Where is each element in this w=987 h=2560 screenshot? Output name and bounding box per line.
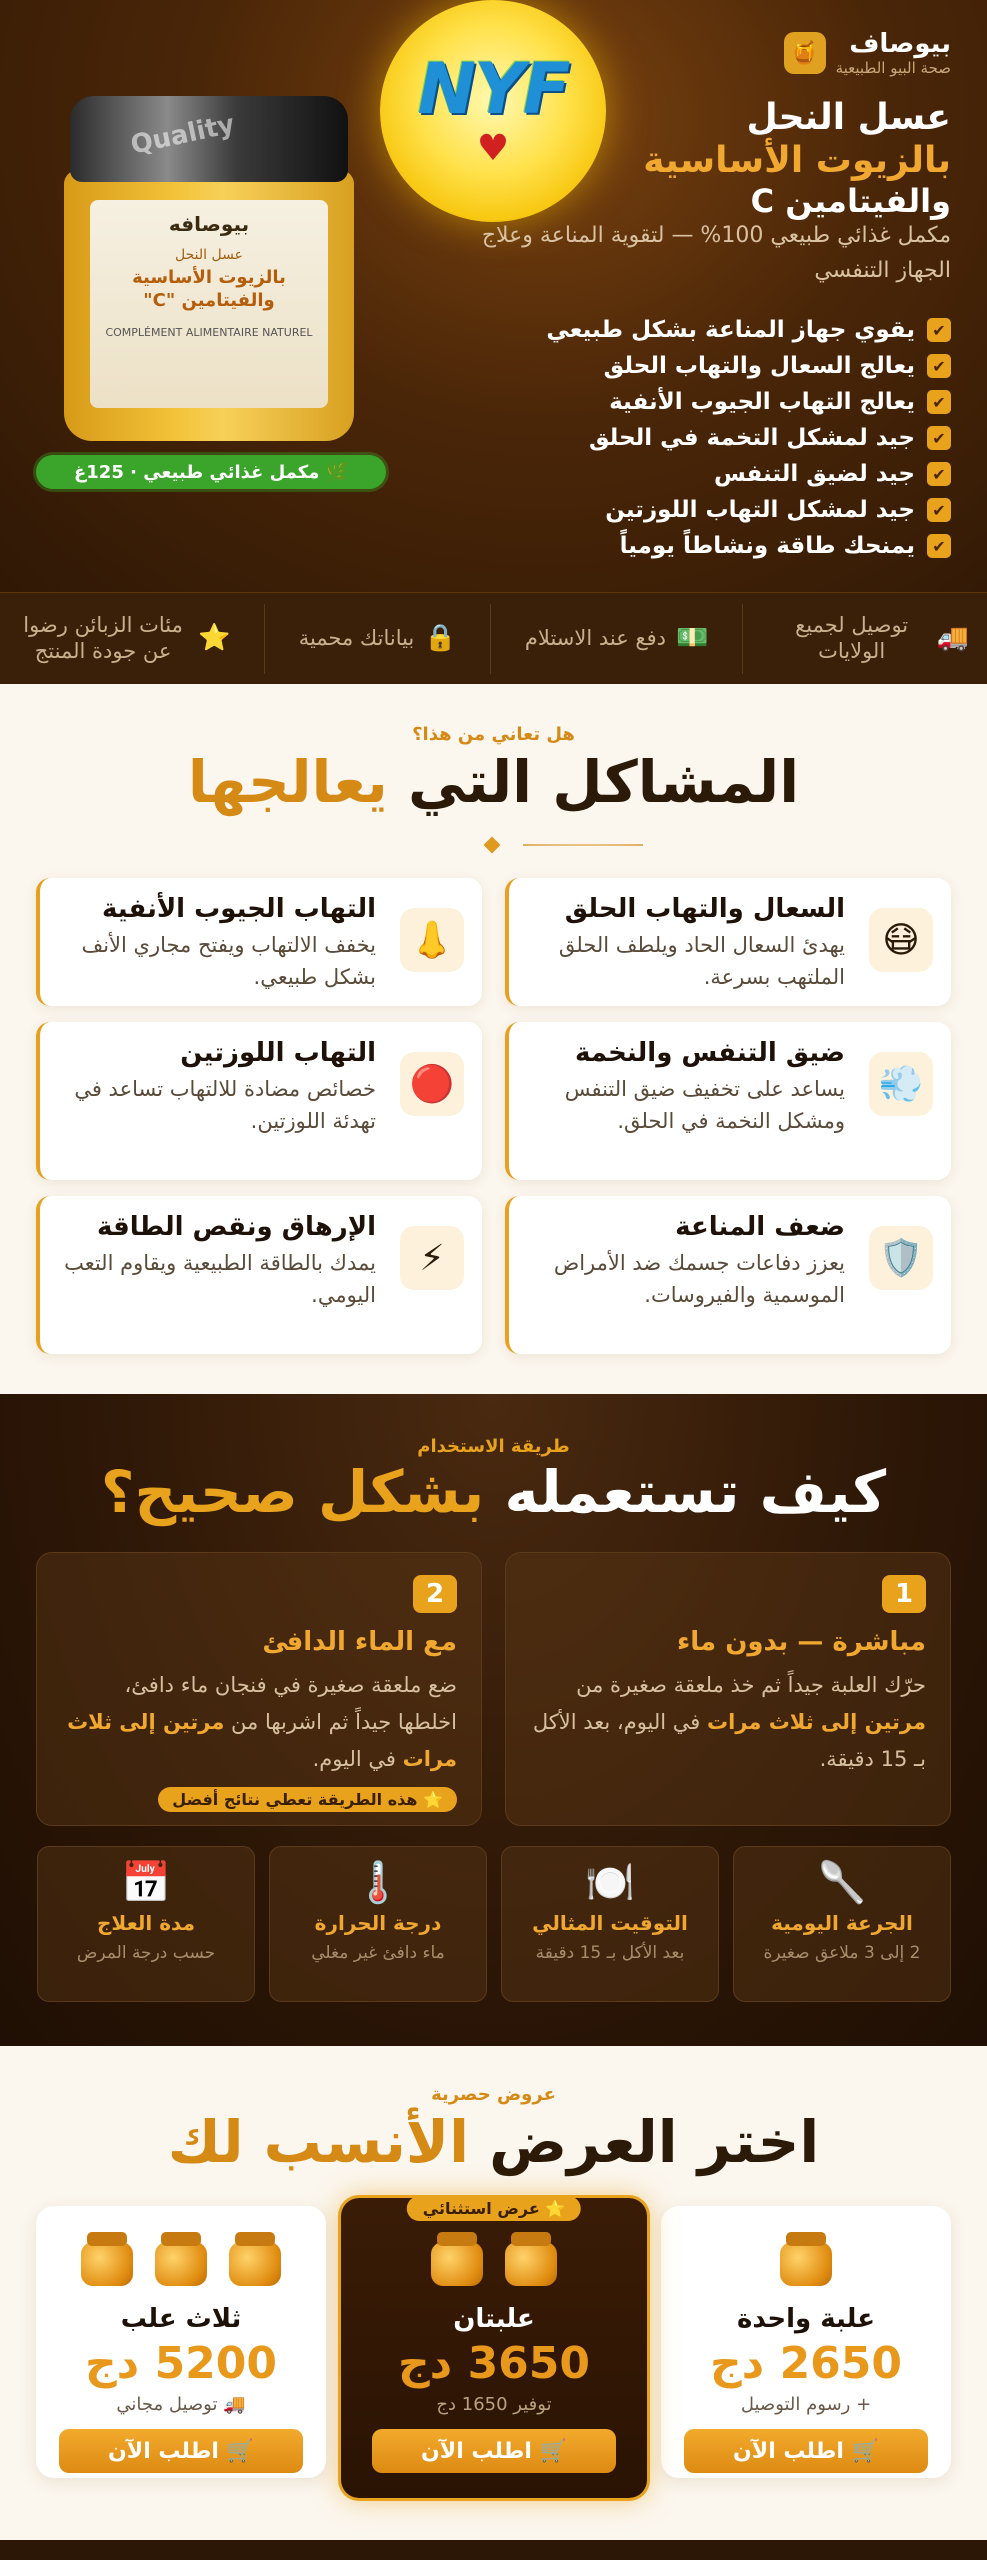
usage-stat-card: 🍽️ التوقيت المثالي بعد الأكل بـ 15 دقيقة xyxy=(501,1846,719,2002)
problem-card: 😷 السعال والتهاب الحلق يهدئ السعال الحاد ويلطف الحلق الملتهب بسرعة. xyxy=(505,878,951,1006)
usage-stat-card: 📅 مدة العلاج حسب درجة المرض xyxy=(37,1846,255,2002)
trust-item-delivery: 🚚 توصيل لجميع الولايات xyxy=(795,613,969,663)
featured-badge: ⭐ عرض استثنائي xyxy=(407,2196,581,2221)
usage-eyebrow: طريقة الاستخدام xyxy=(417,1436,570,1457)
usage-title: كيف تستعمله بشكل صحيح؟ xyxy=(100,1458,887,1526)
trust-item-reviews: ⭐ مئات الزبائن رضوا عن جودة المنتج xyxy=(23,613,231,663)
usage-stat-card: 🥄 الجرعة اليومية 2 إلى 3 ملاعق صغيرة xyxy=(733,1846,951,2002)
problem-card: 👃 التهاب الجيوب الأنفية يخفف الالتهاب ويفتح مجاري الأنف بشكل طبيعي. xyxy=(36,878,482,1006)
problem-card: 🔴 التهاب اللوزتين خصائص مضادة للالتهاب تساعد في تهدئة اللوزتين. xyxy=(36,1022,482,1180)
divider xyxy=(264,604,265,674)
problems-eyebrow: هل تعاني من هذا؟ xyxy=(412,724,575,745)
ornament-divider xyxy=(343,838,643,852)
honey-jar-icon xyxy=(227,2232,283,2288)
divider xyxy=(742,604,743,674)
logo-text: NYF xyxy=(417,47,569,130)
footer-strip xyxy=(0,2540,987,2560)
product-title: عسل النحل بالزيوت الأساسية والفيتامين C xyxy=(643,97,951,221)
truck-icon: 🚚 xyxy=(936,622,969,653)
problems-section xyxy=(0,684,987,1394)
benefit-item: ✔ يعالج التهاب الجيوب الأنفية xyxy=(546,384,951,420)
plate-icon: 🍽️ xyxy=(585,1860,635,1906)
trust-item-cash: 💵 دفع عند الاستلام xyxy=(524,622,709,653)
offers-eyebrow: عروض حصرية xyxy=(431,2084,556,2105)
check-icon: ✔ xyxy=(927,426,951,450)
usage-method-card: 1 مباشرة — بدون ماء حرّك العلبة جيداً ثم خذ ملعقة صغيرة من مرتين إلى ثلاث مرات في اليوم، بعد الأكل بـ 15 دقيقة. xyxy=(505,1552,951,1826)
offers-title: اختر العرض الأنسب لك xyxy=(167,2108,820,2176)
lightning-icon: ⚡ xyxy=(400,1226,464,1290)
nose-icon: 👃 xyxy=(400,908,464,972)
honey-jar-icon xyxy=(503,2232,559,2288)
honey-jar-icon xyxy=(79,2232,135,2288)
star-icon: ⭐ xyxy=(198,622,231,653)
spoon-icon: 🥄 xyxy=(817,1860,867,1906)
check-icon: ✔ xyxy=(927,354,951,378)
lock-icon: 🔒 xyxy=(424,622,457,653)
jar-label: بيوصافه عسل النحل بالزيوت الأساسية والفيتامين "C" COMPLÉMENT ALIMENTAIRE NATUREL xyxy=(90,200,328,408)
hero-section xyxy=(0,0,987,592)
offer-price: 2650 دج xyxy=(709,2338,903,2389)
check-icon: ✔ xyxy=(927,462,951,486)
wind-icon: 💨 xyxy=(869,1052,933,1116)
honey-jar-icon: 🍯 xyxy=(784,32,826,74)
thermometer-icon: 🌡️ xyxy=(353,1860,403,1906)
order-button[interactable]: 🛒 اطلب الآن xyxy=(684,2429,928,2473)
benefit-item: ✔ جيد لمشكل التهاب اللوزتين xyxy=(546,492,951,528)
problem-card: ⚡ الإرهاق ونقص الطاقة يمدك بالطاقة الطبيعية ويقاوم التعب اليومي. xyxy=(36,1196,482,1354)
order-button[interactable]: 🛒 اطلب الآن xyxy=(59,2429,303,2473)
brand[interactable] xyxy=(784,30,951,77)
cash-icon: 💵 xyxy=(676,622,709,653)
check-icon: ✔ xyxy=(927,318,951,342)
offers-section xyxy=(0,2046,987,2560)
benefit-item: ✔ جيد لضيق التنفس xyxy=(546,456,951,492)
benefit-item: ✔ يقوي جهاز المناعة بشكل طبيعي xyxy=(546,312,951,348)
offer-card-single[interactable]: علبة واحدة 2650 دج + رسوم التوصيل 🛒 اطلب الآن xyxy=(661,2206,951,2478)
divider xyxy=(490,604,491,674)
brand-subtitle: صحة البيو الطبيعية xyxy=(835,58,951,77)
tip-badge: ⭐ هذه الطريقة تعطي نتائج أفضل xyxy=(158,1787,457,1812)
honey-jar-icon xyxy=(153,2232,209,2288)
heart-icon: ♥ xyxy=(476,127,510,169)
honey-jar-icon xyxy=(778,2232,834,2288)
trust-item-secure: 🔒 بياناتك محمية xyxy=(298,622,457,653)
step-number: 2 xyxy=(413,1575,457,1613)
trust-bar xyxy=(0,592,987,684)
offer-price: 5200 دج xyxy=(84,2338,278,2389)
calendar-icon: 📅 xyxy=(121,1860,171,1906)
sick-face-icon: 😷 xyxy=(869,908,933,972)
usage-method-card: 2 مع الماء الدافئ ضع ملعقة صغيرة في فنجان ماء دافئ، اخلطها جيداً ثم اشربها من مرتين إلى ثلاث مرات في اليوم. ⭐ هذه الطريقة تعطي نتائج أفضل xyxy=(36,1552,482,1826)
brand-name: بيوصاف xyxy=(849,29,951,59)
nyf-logo xyxy=(380,0,606,222)
honey-jar-icon xyxy=(429,2232,485,2288)
check-icon: ✔ xyxy=(927,498,951,522)
benefit-item: ✔ جيد لمشكل التخمة في الحلق xyxy=(546,420,951,456)
check-icon: ✔ xyxy=(927,390,951,414)
product-jar-image xyxy=(64,96,354,441)
usage-stat-card: 🌡️ درجة الحرارة ماء دافئ غير مغلي xyxy=(269,1846,487,2002)
order-button[interactable]: 🛒 اطلب الآن xyxy=(372,2429,616,2473)
offer-price: 3650 دج xyxy=(397,2338,591,2389)
problem-card: 🛡️ ضعف المناعة يعزز دفاعات جسمك ضد الأمراض الموسمية والفيروسات. xyxy=(505,1196,951,1354)
product-size-badge: 🌿 مكمل غذائي طبيعي · 125غ xyxy=(36,455,386,489)
usage-section xyxy=(0,1394,987,2046)
benefit-item: ✔ يمنحك طاقة ونشاطاً يومياً xyxy=(546,528,951,564)
benefit-item: ✔ يعالج السعال والتهاب الحلق xyxy=(546,348,951,384)
offer-card-triple[interactable]: ثلاث علب 5200 دج 🚚 توصيل مجاني 🛒 اطلب الآن xyxy=(36,2206,326,2478)
offer-card-double[interactable]: ⭐ عرض استثنائي علبتان 3650 دج توفير 1650 دج 🛒 اطلب الآن xyxy=(341,2198,647,2498)
check-icon: ✔ xyxy=(927,534,951,558)
shield-icon: 🛡️ xyxy=(869,1226,933,1290)
benefits-list xyxy=(546,312,951,564)
red-circle-icon: 🔴 xyxy=(400,1052,464,1116)
step-number: 1 xyxy=(882,1575,926,1613)
jar-lid: Quality xyxy=(70,96,348,182)
product-description: مكمل غذائي طبيعي 100% — لتقوية المناعة وعلاج الجهاز التنفسي xyxy=(481,223,951,284)
problems-title: المشاكل التي يعالجها xyxy=(187,748,800,816)
problem-card: 💨 ضيق التنفس والنخمة يساعد على تخفيف ضيق التنفس ومشكل النخمة في الحلق. xyxy=(505,1022,951,1180)
